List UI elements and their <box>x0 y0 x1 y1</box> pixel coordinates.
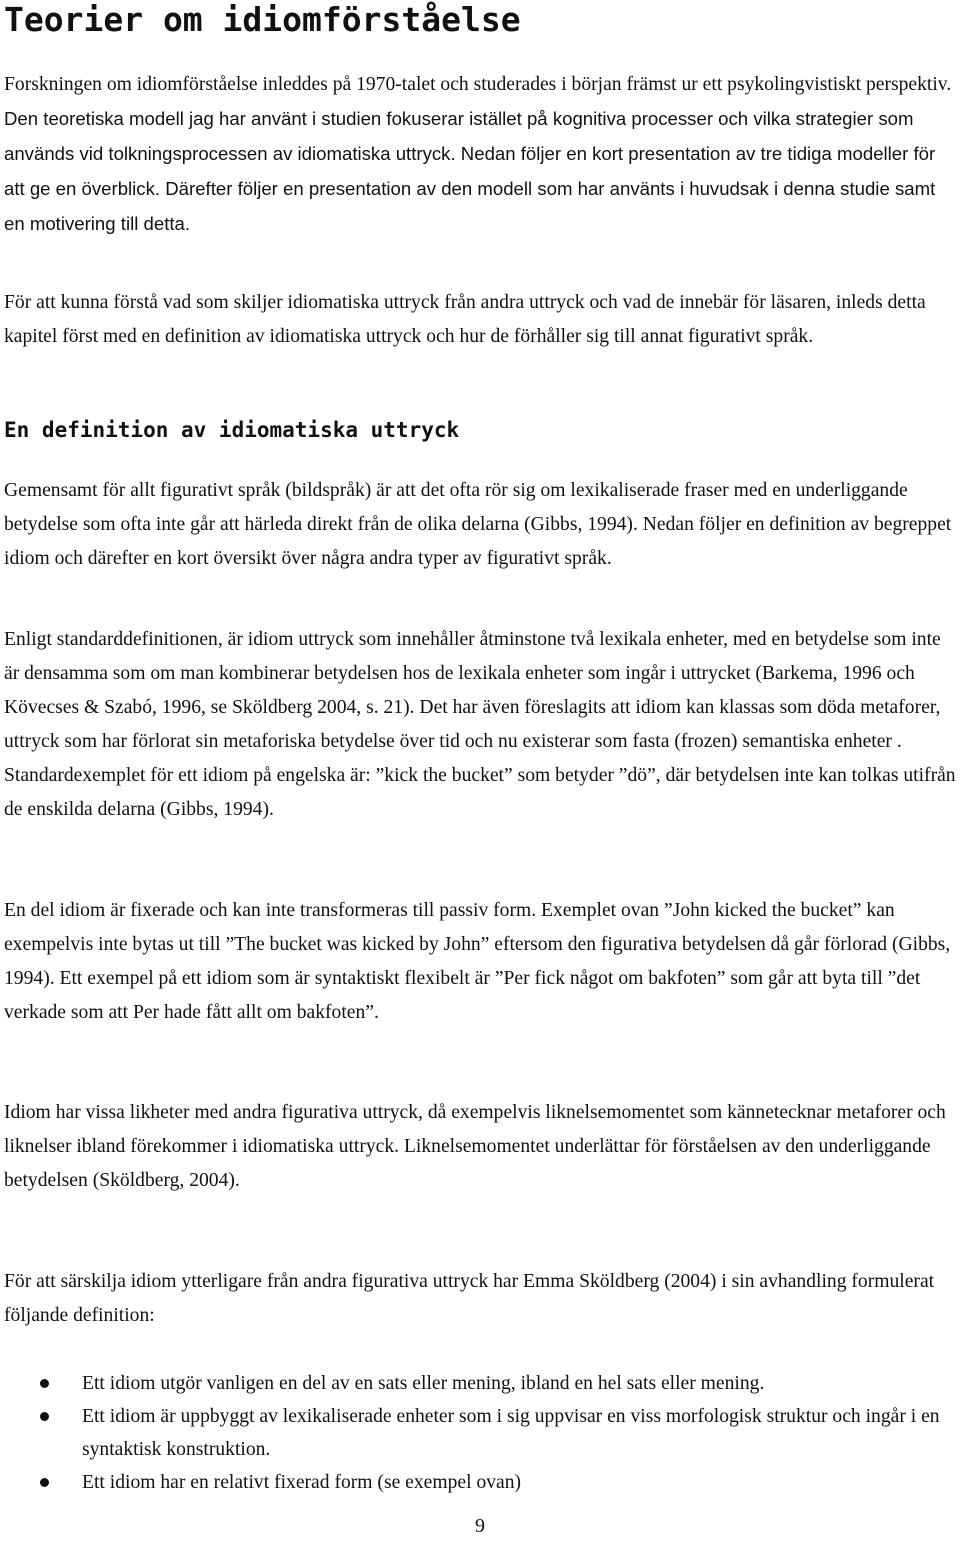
chapter-intro-paragraph: För att kunna förstå vad som skiljer idiomatiska uttryck från andra uttryck och vad de innebär för läsaren, inleds detta kapitel först med en definition av idiomatiska uttryck och hur de förhåller sig till annat figurativt språk. <box>4 292 926 347</box>
section-heading: En definition av idiomatiska uttryck <box>4 418 460 442</box>
definition-bullet-list <box>0 1367 958 1499</box>
intro-paragraph-serif-part: Forskningen om idiomförståelse inleddes på 1970-talet och studerades i början främst ur ett psykolingvistiskt perspektiv. <box>4 74 952 95</box>
fixed-idiom-paragraph: En del idiom är fixerade och kan inte transformeras till passiv form. Exemplet ovan ”John kicked the bucket” kan exempelvis inte bytas ut till ”The bucket was kicked by John” eftersom den figurativa betydelsen då går förlorad (Gibbs, 1994). Ett exempel på ett idiom som är syntaktiskt flexibelt är ”Per fick något om bakfoten” som går att byta till ”det verkade som att Per hade fått allt om bakfoten”. <box>4 900 951 1023</box>
definition-paragraph: Gemensamt för allt figurativt språk (bildspråk) är att det ofta rör sig om lexikaliserade fraser med en underliggande betydelse som ofta inte går att härleda direkt från de olika delarna (Gibbs, 1994). Nedan följer en definition av begreppet idiom och därefter en kort översikt över några andra typer av figurativt språk. <box>4 480 952 569</box>
standard-definition-paragraph: Enligt standarddefinitionen, är idiom uttryck som innehåller åtminstone två lexikala enheter, med en betydelse som inte är densamma som om man kombinerar betydelsen hos de lexikala enheter som ingår i uttrycket (Barkema, 1996 och Kövecses & Szabó, 1996, se Sköldberg 2004, s. 21). Det har även föreslagits att idiom kan klassas som döda metaforer, uttryck som har förlorat sin metaforiska betydelse över tid och nu existerar som fasta (frozen) semantiska enheter . Standardexemplet för ett idiom på engelska är: ”kick the bucket” som betyder ”dö”, där betydelsen inte kan tolkas utifrån de enskilda delarna (Gibbs, 1994). <box>4 629 956 820</box>
list-item <box>0 1466 958 1499</box>
bullet-icon <box>40 1478 49 1487</box>
bullet-icon <box>40 1412 49 1421</box>
list-item-text: Ett idiom är uppbyggt av lexikaliserade enheter som i sig uppvisar en viss morfologisk struktur och ingår i en syntaktisk konstruktion. <box>82 1406 940 1460</box>
list-item-text: Ett idiom har en relativt fixerad form (se exempel ovan) <box>82 1472 522 1493</box>
list-item <box>0 1400 958 1466</box>
intro-paragraph-sans-part: Den teoretiska modell jag har använt i studien fokuserar istället på kognitiva processer och vilka strategier som används vid tolkningsprocessen av idiomatiska uttryck. Nedan följer en kort presentation av tre tidiga modeller för att ge en överblick. Därefter följer en presentation av den modell som har använts i huvudsak i denna studie samt en motivering till detta. <box>4 108 936 234</box>
intro-paragraph <box>4 67 958 242</box>
definition-intro-paragraph: För att särskilja idiom ytterligare från andra figurativa uttryck har Emma Sköldberg (2004) i sin avhandling formulerat följande definition: <box>4 1271 935 1326</box>
similarity-paragraph: Idiom har vissa likheter med andra figurativa uttryck, då exempelvis liknelsemomentet som kännetecknar metaforer och liknelser ibland förekommer i idiomatiska uttryck. Liknelsemomentet underlättar för förståelsen av den underliggande betydelsen (Sköldberg, 2004). <box>4 1102 946 1191</box>
page-title: Teorier om idiomförståelse <box>4 0 521 39</box>
page-number: 9 <box>475 1515 485 1537</box>
list-item <box>0 1367 958 1400</box>
bullet-icon <box>40 1379 49 1388</box>
list-item-text: Ett idiom utgör vanligen en del av en sats eller mening, ibland en hel sats eller mening. <box>82 1373 765 1394</box>
